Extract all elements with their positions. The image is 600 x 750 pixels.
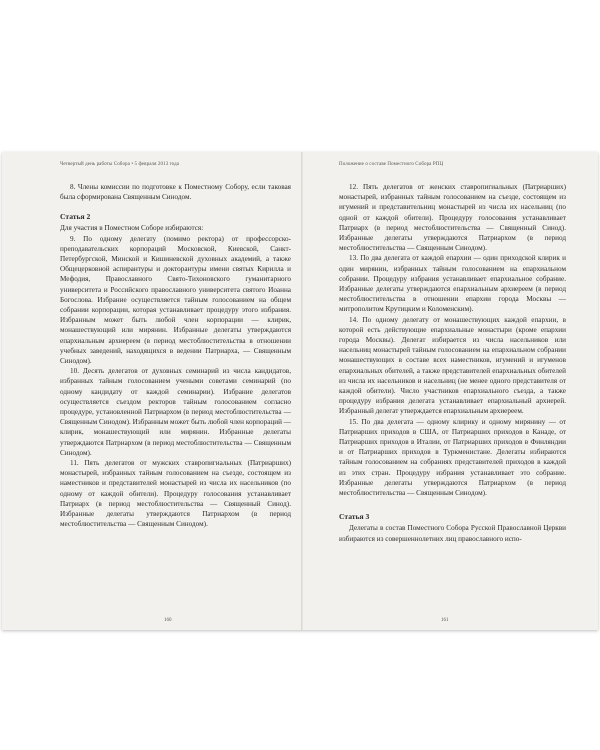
right-paragraph-12: 12. Пять делегатов от женских ставропигиальных (Патриарших) монастырей, избранных тайным голосованием на съезде, состоящем из игумений и представительниц монастырей из числа их насельниц (по одной от каждой обители). Процедуру голосования устанавливает Патриарх (в период местоблюстительства — Священный Синод). Избранные делегаты утверждаются Патриархом (в период местоблюстительства — Священным Синодом).: [339, 183, 566, 253]
right-article-heading: Статья 3: [339, 512, 370, 522]
left-article-intro: Для участия в Поместном Соборе избираются:: [60, 224, 204, 233]
right-paragraph-15: 15. По два делегата — одному клирику и одному мирянину — от Патриарших приходов в США, от Патриарших приходов в Канаде, от Патриарших приходов в Италии, от Патриарших приходов в Финляндии и от Патриарших приходов в Туркменистане. Делегаты избираются тайным голосованием на собраниях представителей приходов в каждой из этих стран. Процедуру избрания устанавливает это собрание. Избранные делегаты утверждаются Патриархом (в период местоблюстительства — Священным Синодом).: [339, 417, 566, 498]
right-page-number: 161: [441, 618, 449, 623]
left-paragraph-10: 10. Десять делегатов от духовных семинарий из числа кандидатов, избранных тайным голосованием учеными советами семинарий (по одному кандидату от каждой семинарии). Избрание делегатов осуществляется съездом ректоров тайным голосованием согласно процедуре, установленной Патриархом (в период местоблюстительства — Священным Синодом). Избранным может быть любой член корпораций — клирик, монашествующий или мирянин. Избранные делегаты утверждаются Патриархом (в период местоблюстительства — Священным Синодом).: [60, 367, 291, 457]
book-spread: [2, 152, 598, 630]
right-paragraph-13: 13. По два делегата от каждой епархии — один приходской клирик и один мирянин, избранных тайным голосованием на епархиальном собрании. Процедуру избрания устанавливает епархиальное собрание. Избранные делегаты утверждаются епархиальным архиереем (в период местоблюстительства в отношении епархии города Москвы — митрополитом Крутицким и Коломенским).: [339, 254, 566, 314]
right-running-head: Положение о составе Поместного Собора РПЦ: [339, 162, 444, 167]
left-article-heading: Статья 2: [60, 212, 91, 222]
left-page-number: 160: [164, 618, 172, 623]
left-paragraph-9: 9. По одному делегату (помимо ректора) от профессорско-преподавательских корпораций Московской, Киевской, Санкт-Петербургской, Минской и Кишиневской духовных академий, а также Общецерковной аспирантуры и докторантуры имени святых Кирилла и Мефодия, Православного Свято-Тихоновского гуманитарного университета и Российского православного университета святого Иоанна Богослова. Избрание осуществляется тайным голосованием на общем собрании корпорации, которая устанавливает процедуру этого избрания. Избранным может быть любой член корпорации — клирик, монашествующий или мирянин. Избранные делегаты утверждаются епархиальным архиереем (в период местоблюстительства в отношении учебных заведений, находящихся в ведении Патриарха, — Священным Синодом).: [60, 234, 291, 366]
left-running-head: Четвертый день работы Собора • 5 февраля 2013 года: [60, 162, 180, 167]
right-article-paragraph: Делегаты в состав Поместного Собора Русской Православной Церкви избираются из совершеннолетних лиц православного испо-: [339, 524, 566, 543]
left-page: [2, 152, 301, 630]
left-paragraph-8: 8. Члены комиссии по подготовке к Поместному Собору, если таковая была сформирована Священным Синодом.: [60, 183, 291, 202]
right-paragraph-14: 14. По одному делегату от монашествующих каждой епархии, в которой есть действующие епархиальные монастыри (кроме епархии города Москвы). Делегат избирается из числа насельников или насельниц монастырей тайным голосованием на епархиальном собрании монашествующих в составе всех наместников, игумений и игуменов епархиальных обителей, а также представителей епархиальных обителей из числа их насельников и насельниц (не менее одного представителя от каждой обители). Число участников епархиального съезда, а также процедуру избрания делегата устанавливает епархиальный архиерей. Избранный делегат утверждается епархиальным архиереем.: [339, 315, 566, 416]
left-paragraph-11: 11. Пять делегатов от мужских ставропигиальных (Патриарших) монастырей, избранных тайным голосованием на съезде, состоящем из наместников и представителей монастырей из числа их насельников (по одному от каждой обители). Процедуру голосования устанавливает Патриарх (в период местоблюстительства — Священный Синод). Избранные делегаты утверждаются Патриархом (в период местоблюстительства — Священным Синодом).: [60, 459, 291, 529]
right-page: [303, 152, 598, 630]
